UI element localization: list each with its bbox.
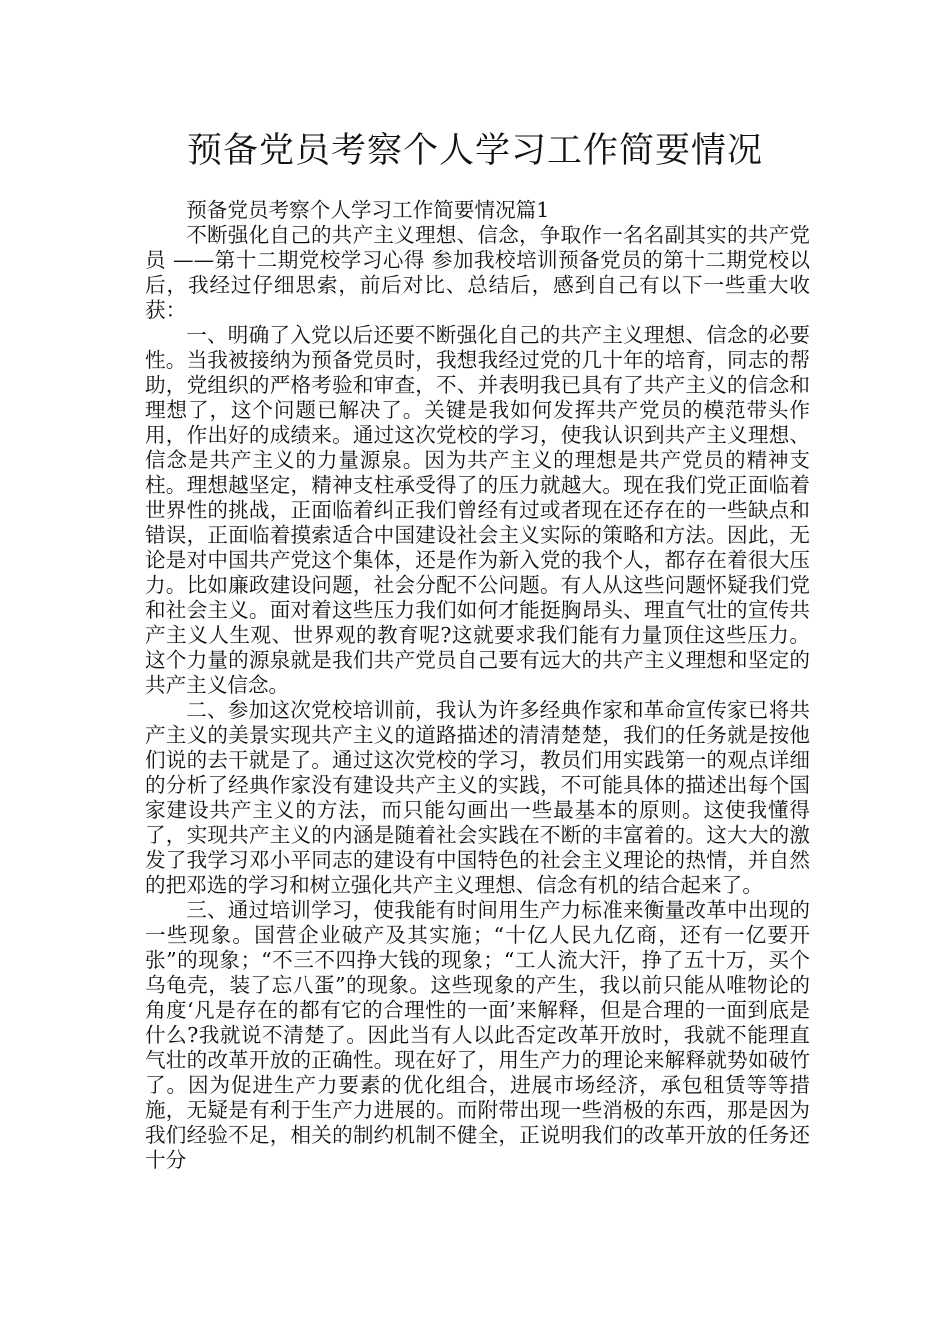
- document-body: [145, 198, 810, 1173]
- document-title: 预备党员考察个人学习工作简要情况: [186, 131, 763, 171]
- paragraph-section-3: 三、通过培训学习，使我能有时间用生产力标准来衡量改革中出现的一些现象。国营企业破产及其实施；“十亿人民九亿商，还有一亿要开张”的现象；“不三不四挣大钱的现象；“工人流大汗，挣了五十万，买个乌龟壳，装了忘八蛋”的现象。这些现象的产生，我以前只能从唯物论的角度‘凡是存在的都有它的合理性的一面’来解释，但是合理的一面到底是什么?我就说不清楚了。因此当有人以此否定改革开放时，我就不能理直气壮的改革开放的正确性。现在好了，用生产力的理论来解释就势如破竹了。因为促进生产力要素的优化组合，进展市场经济，承包租赁等等措施，无疑是有利于生产力进展的。而附带出现一些消极的东西，那是因为我们经验不足，相关的制约机制不健全，正说明我们的改革开放的任务还十分: [145, 898, 810, 1172]
- section-heading: 预备党员考察个人学习工作简要情况篇1: [186, 198, 550, 222]
- paragraph-section-1: 一、明确了入党以后还要不断强化自己的共产主义理想、信念的必要性。当我被接纳为预备党员时，我想我经过党的几十年的培育，同志的帮助，党组织的严格考验和审查，不、并表明我已具有了共产主义的信念和理想了，这个问题已解决了。关键是我如何发挥共产党员的模范带头作用，作出好的成绩来。通过这次党校的学习，使我认识到共产主义理想、信念是共产主义的力量源泉。因为共产主义的理想是共产党员的精神支柱。理想越坚定，精神支柱承受得了的压力就越大。现在我们党正面临着世界性的挑战，正面临着纠正我们曾经有过或者现在还存在的一些缺点和错误，正面临着摸索适合中国建设社会主义实际的策略和方法。因此，无论是对中国共产党这个集体，还是作为新入党的我个人，都存在着很大压力。比如廉政建设问题，社会分配不公问题。有人从这些问题怀疑我们党和社会主义。面对着这些压力我们如何才能挺胸昂头、理直气壮的宣传共产主义人生观、世界观的教育呢?这就要求我们能有力量顶住这些压力。这个力量的源泉就是我们共产党员自己要有远大的共产主义理想和坚定的共产主义信念。: [145, 323, 810, 697]
- paragraph-section-2: 二、参加这次党校培训前，我认为许多经典作家和革命宣传家已将共产主义的美景实现共产主义的道路描述的清清楚楚，我们的任务就是按他们说的去干就是了。通过这次党校的学习，教员们用实践第一的观点详细的分析了经典作家没有建设共产主义的实践，不可能具体的描述出每个国家建设共产主义的方法，而只能勾画出一些最基本的原则。这使我懂得了，实现共产主义的内涵是随着社会实践在不断的丰富着的。这大大的激发了我学习邓小平同志的建设有中国特色的社会主义理论的热情，并自然的把邓选的学习和树立强化共产主义理想、信念有机的结合起来了。: [145, 698, 810, 897]
- paragraph-intro: 不断强化自己的共产主义理想、信念，争取作一名名副其实的共产党员 ——第十二期党校学习心得 参加我校培训预备党员的第十二期党校以后，我经过仔细思索，前后对比、总结后，感到自己有以下一些重大收获：: [145, 223, 810, 322]
